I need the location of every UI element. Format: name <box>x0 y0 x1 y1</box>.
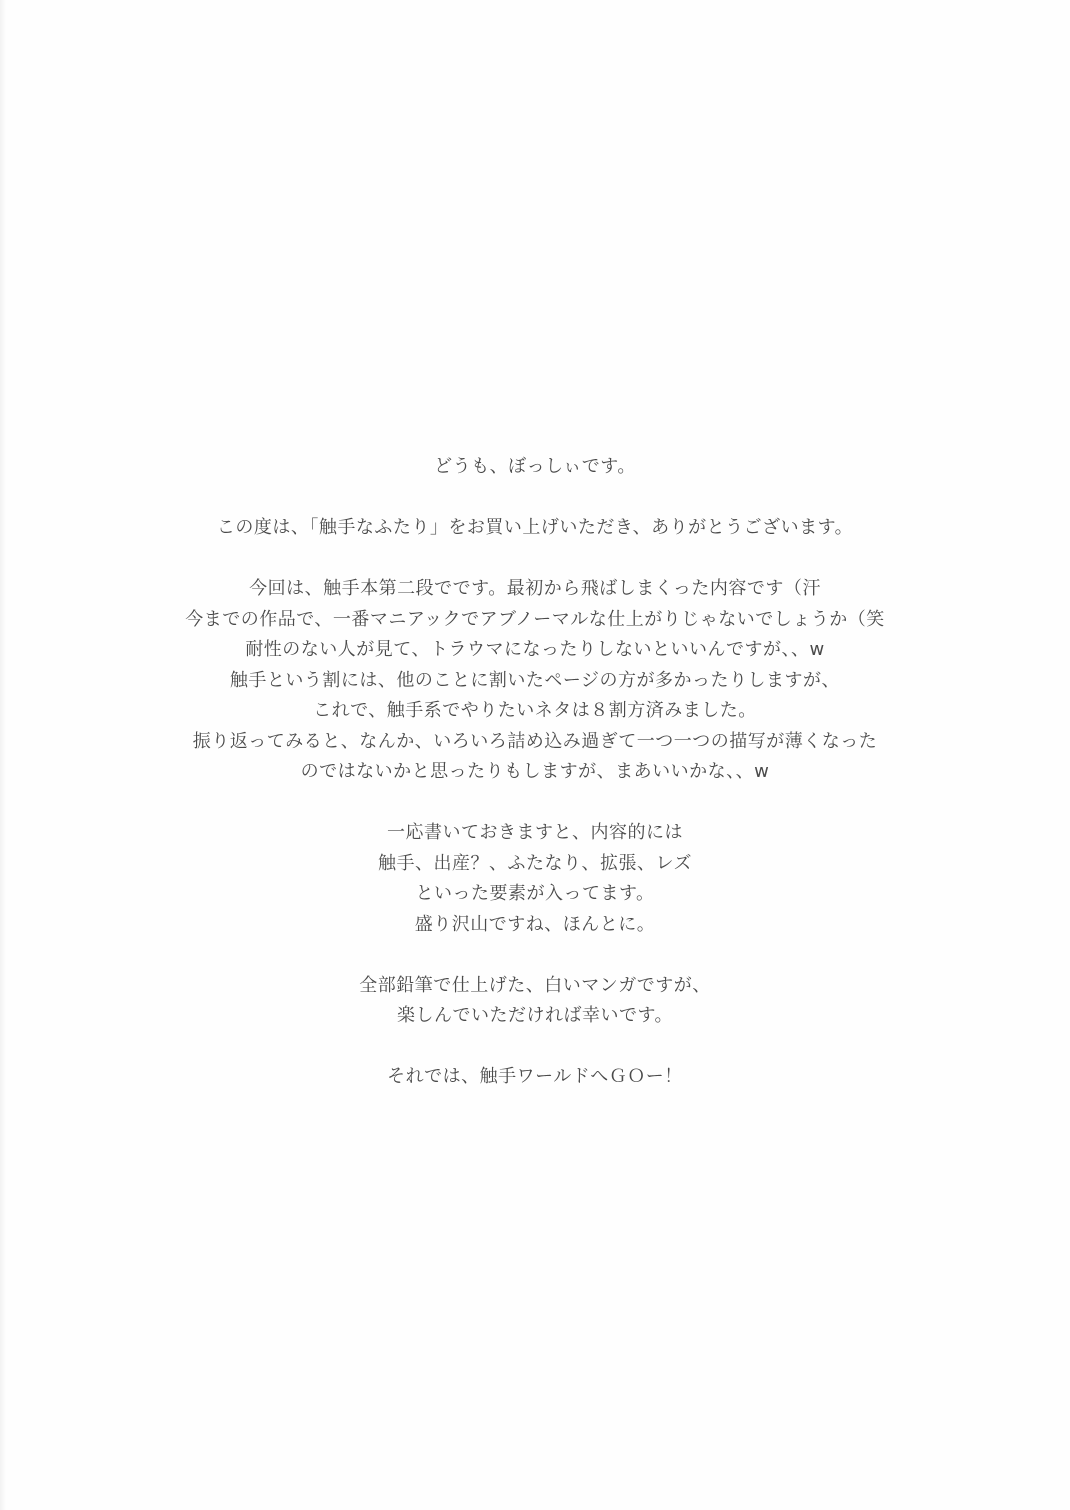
paragraph-greeting <box>0 452 1070 483</box>
paragraph-about <box>0 574 1070 788</box>
text-line: 触手という割には、他のことに割いたページの方が多かったりしますが、 <box>229 669 841 691</box>
paragraph-pencil <box>0 971 1070 1032</box>
text-line: この度は、「触手なふたり」をお買い上げいただき、ありがとうございます。 <box>216 517 854 538</box>
afterword-text <box>0 452 1070 1123</box>
text-line: 盛り沢山ですね、ほんとに。 <box>414 913 656 935</box>
paragraph-closing <box>0 1062 1070 1093</box>
text-line: のではないかと思ったりもしますが、まあいいかな、、w <box>300 761 770 782</box>
text-line: 触手、出産？、ふたなり、拡張、レズ <box>378 852 692 874</box>
paragraph-thanks <box>0 513 1070 544</box>
text-line: といった要素が入ってます。 <box>415 883 655 904</box>
text-line: 耐性のない人が見て、トラウマになったりしないといいんですが、、w <box>245 639 825 660</box>
text-line: これで、触手系でやりたいネタは８割方済みました。 <box>313 700 757 721</box>
paragraph-content <box>0 818 1070 940</box>
text-line: 楽しんでいただければ幸いです。 <box>396 1005 674 1026</box>
text-line: どうも、ぼっしぃです。 <box>434 456 636 477</box>
text-line: 振り返ってみると、なんか、いろいろ詰め込み過ぎて一つ一つの描写が薄くなった <box>192 730 878 752</box>
text-line: 一応書いておきますと、内容的には <box>387 822 683 843</box>
text-line: 今回は、触手本第二段でです。最初から飛ばしまくった内容です（汗 <box>249 578 821 599</box>
text-line: それでは、触手ワールドへＧＯー！ <box>387 1066 683 1087</box>
text-line: 今までの作品で、一番マニアックでアブノーマルな仕上がりじゃないでしょうか（笑 <box>185 608 885 630</box>
text-line: 全部鉛筆で仕上げた、白いマンガですが、 <box>359 974 711 996</box>
